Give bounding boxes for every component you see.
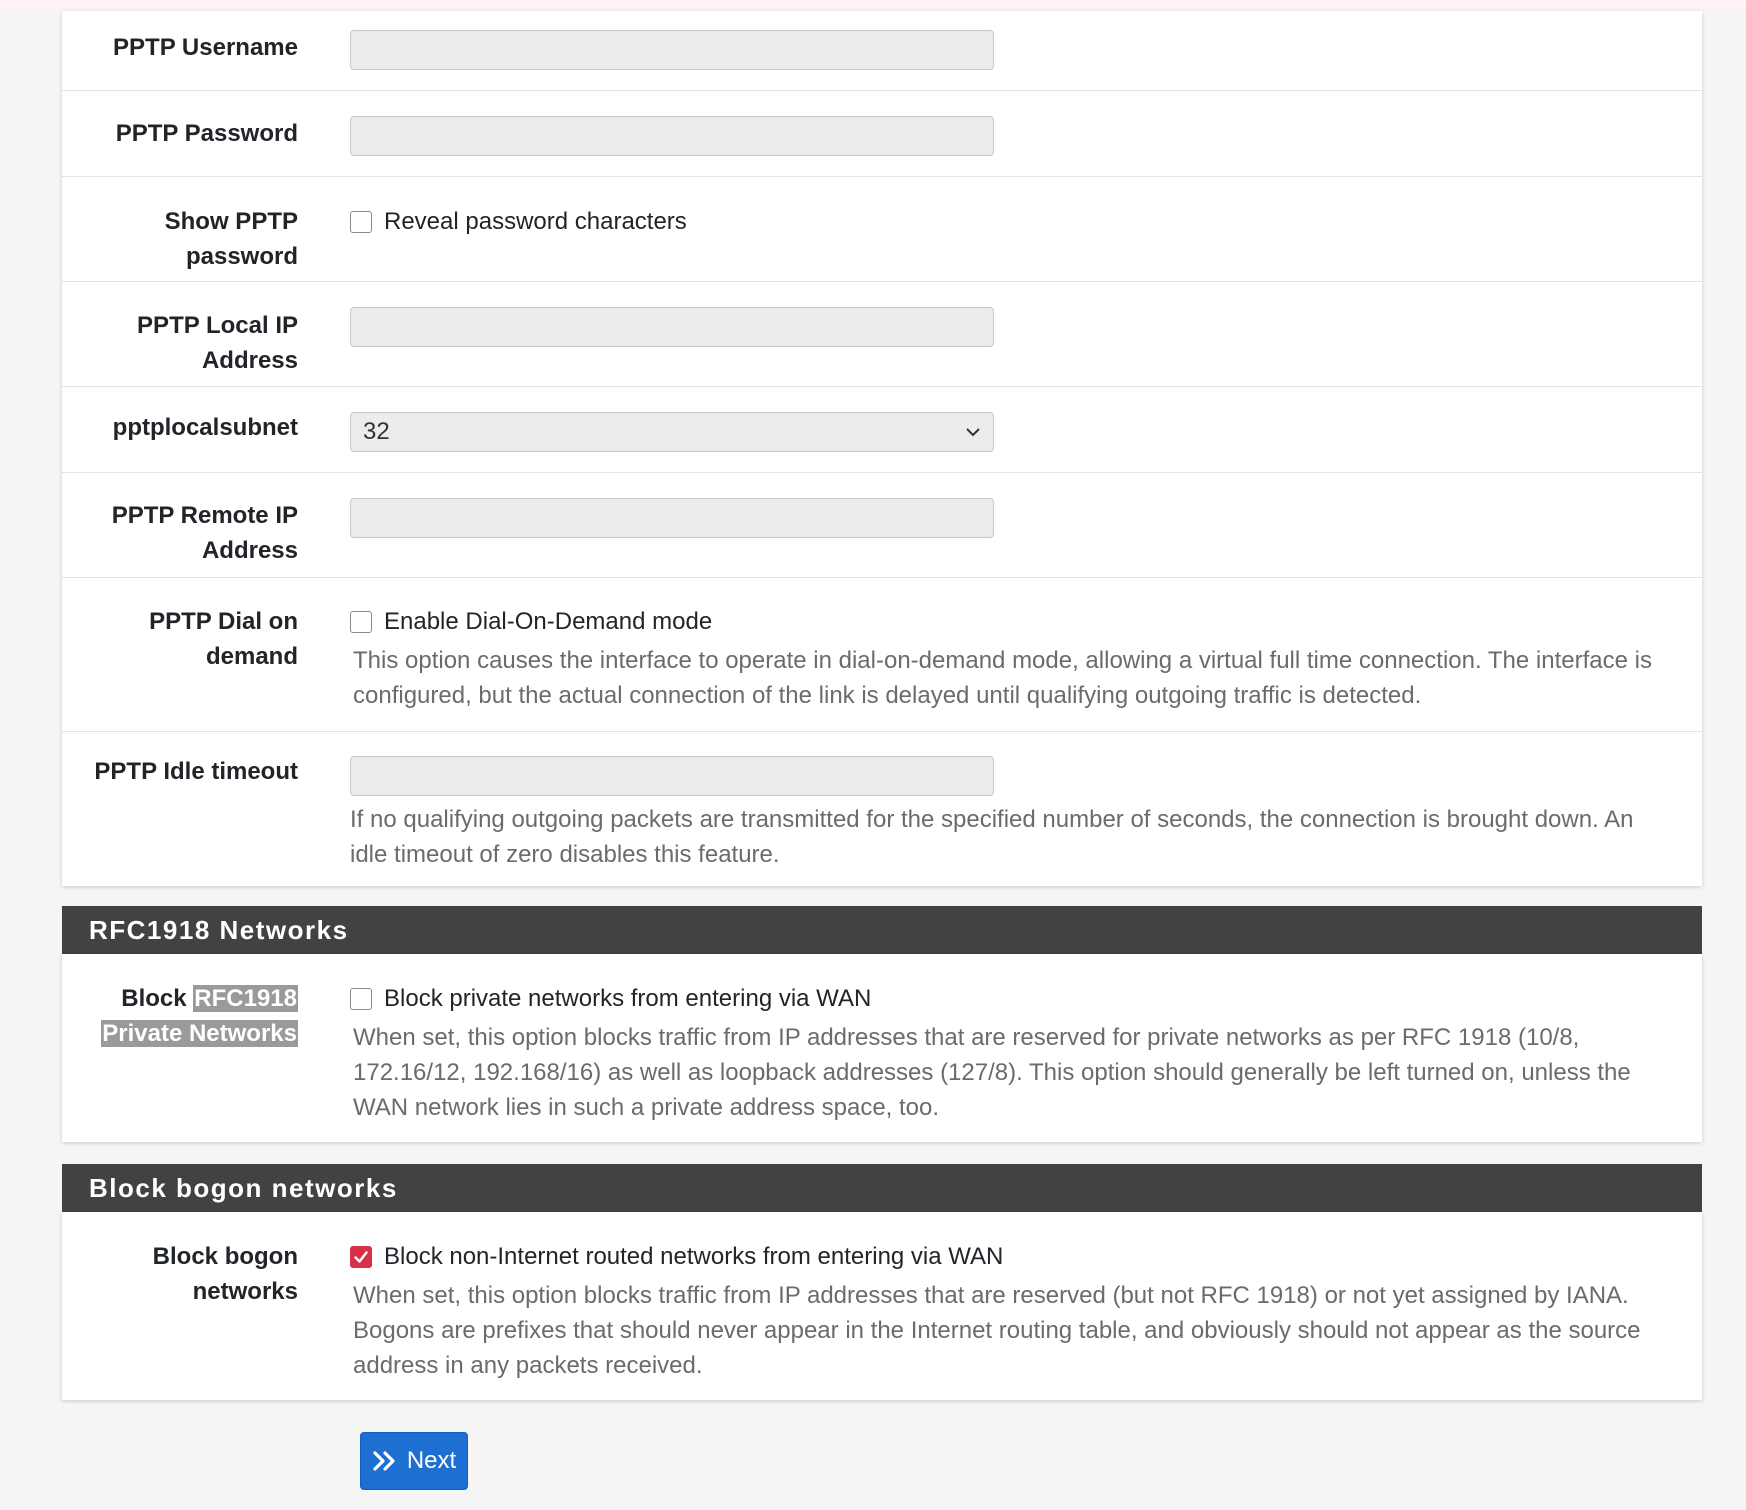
pptp-idle-timeout-input[interactable] [350,756,994,796]
rfc1918-help-line1: When set, this option blocks traffic from IP addresses that are reserved for private networks as per RFC 1918 (10/8, [353,1024,1580,1051]
dial-on-demand-text: Enable Dial-On-Demand mode [384,608,713,635]
pptp-password-label: PPTP Password [115,120,298,147]
block-bogon-label-line2: networks [192,1278,298,1305]
pptp-password-input[interactable] [350,116,994,156]
block-bogon-label-line1: Block bogon [152,1243,298,1270]
pptp-local-subnet-select[interactable] [350,412,994,452]
block-bogon-checkbox[interactable] [350,1246,372,1268]
reveal-password-checkbox[interactable] [350,211,372,233]
rfc1918-help-line3: WAN network lies in such a private address space, too. [353,1094,940,1121]
pptp-local-ip-label-line2: Address [201,347,298,374]
pptp-username-label: PPTP Username [113,34,298,61]
pptp-remote-ip-row [62,473,1702,578]
pptp-dial-on-demand-label [62,604,298,674]
bogon-help-line2: Bogons are prefixes that should never appear in the Internet routing table, and obviously should not appear as the source [353,1317,1641,1344]
bogon-help-line3: address in any packets received. [353,1352,703,1379]
pptp-remote-ip-label [62,498,298,568]
pptp-remote-ip-label-line1: PPTP Remote IP [111,502,298,529]
pptp-dial-on-demand-label-line1: PPTP Dial on [149,608,298,635]
dial-on-demand-checkbox[interactable] [350,611,372,633]
bogon-panel [62,1212,1702,1400]
double-chevron-right-icon [372,1450,398,1472]
show-pptp-password-label-line2: password [185,243,298,270]
top-strip [0,0,1746,11]
pptp-local-subnet-row [62,387,1702,473]
rfc1918-panel [62,954,1702,1142]
rfc1918-section-header: RFC1918 Networks [62,906,1702,954]
pptp-local-ip-label [62,308,298,378]
block-bogon-option[interactable] [350,1239,1684,1274]
block-private-networks-checkbox[interactable] [350,988,372,1010]
block-rfc1918-label [62,981,298,1051]
pptp-local-subnet-value: 32 [363,418,390,445]
rfc1918-help [350,1020,1684,1125]
pptp-local-ip-input[interactable] [350,307,994,347]
block-bogon-text: Block non-Internet routed networks from entering via WAN [384,1243,1004,1270]
pptp-dial-on-demand-row [62,578,1702,732]
show-pptp-password-row [62,177,1702,282]
next-button-label: Next [406,1447,457,1474]
dial-on-demand-option[interactable] [350,604,1684,639]
rfc1918-help-line2: 172.16/12, 192.168/16) as well as loopback addresses (127/8). This option should generally be left turned on, unless the [353,1059,1631,1086]
block-rfc1918-label-highlight2: Private Networks [102,1020,297,1047]
pptp-username-input[interactable] [350,30,994,70]
block-bogon-label [62,1239,298,1309]
pptp-password-row [62,91,1702,177]
bogon-help [350,1278,1684,1383]
pptp-remote-ip-label-line2: Address [201,537,298,564]
pptp-idle-timeout-label: PPTP Idle timeout [94,758,298,785]
pptp-local-ip-row [62,282,1702,387]
checkmark-icon [353,1249,369,1265]
bogon-section-header: Block bogon networks [62,1164,1702,1212]
bogon-help-line1: When set, this option blocks traffic from IP addresses that are reserved (but not RFC 1918) or not yet assigned by IANA. [353,1282,1629,1309]
next-button[interactable] [360,1432,468,1490]
reveal-password-option[interactable] [350,204,1684,239]
reveal-password-text: Reveal password characters [384,208,687,235]
dial-on-demand-help-line1: This option causes the interface to operate in dial-on-demand mode, allowing a virtual full time connection. The interface is [353,647,1652,674]
pptp-username-row [62,11,1702,91]
pptp-local-ip-label-line1: PPTP Local IP [137,312,298,339]
show-pptp-password-label-line1: Show PPTP [164,208,298,235]
show-pptp-password-label [62,204,298,274]
block-bogon-row [62,1212,1702,1400]
pptp-panel [62,11,1702,886]
idle-timeout-help [350,802,1684,872]
dial-on-demand-help-line2: configured, but the actual connection of the link is delayed until qualifying outgoing traffic is detected. [353,682,1422,709]
idle-timeout-help-line1: If no qualifying outgoing packets are transmitted for the specified number of seconds, the connection is brought down. An [350,806,1634,833]
block-rfc1918-row [62,954,1702,1142]
pptp-remote-ip-input[interactable] [350,498,994,538]
dial-on-demand-help [350,643,1684,713]
pptp-idle-timeout-row [62,732,1702,886]
pptp-dial-on-demand-label-line2: demand [205,643,298,670]
block-private-networks-option[interactable] [350,981,1684,1016]
block-rfc1918-label-highlight1: RFC1918 [194,985,297,1012]
block-private-networks-text: Block private networks from entering via WAN [384,985,872,1012]
idle-timeout-help-line2: idle timeout of zero disables this feature. [350,841,780,868]
block-rfc1918-label-word: Block [121,985,187,1012]
chevron-down-icon [963,422,983,442]
pptp-local-subnet-label: pptplocalsubnet [112,414,298,441]
